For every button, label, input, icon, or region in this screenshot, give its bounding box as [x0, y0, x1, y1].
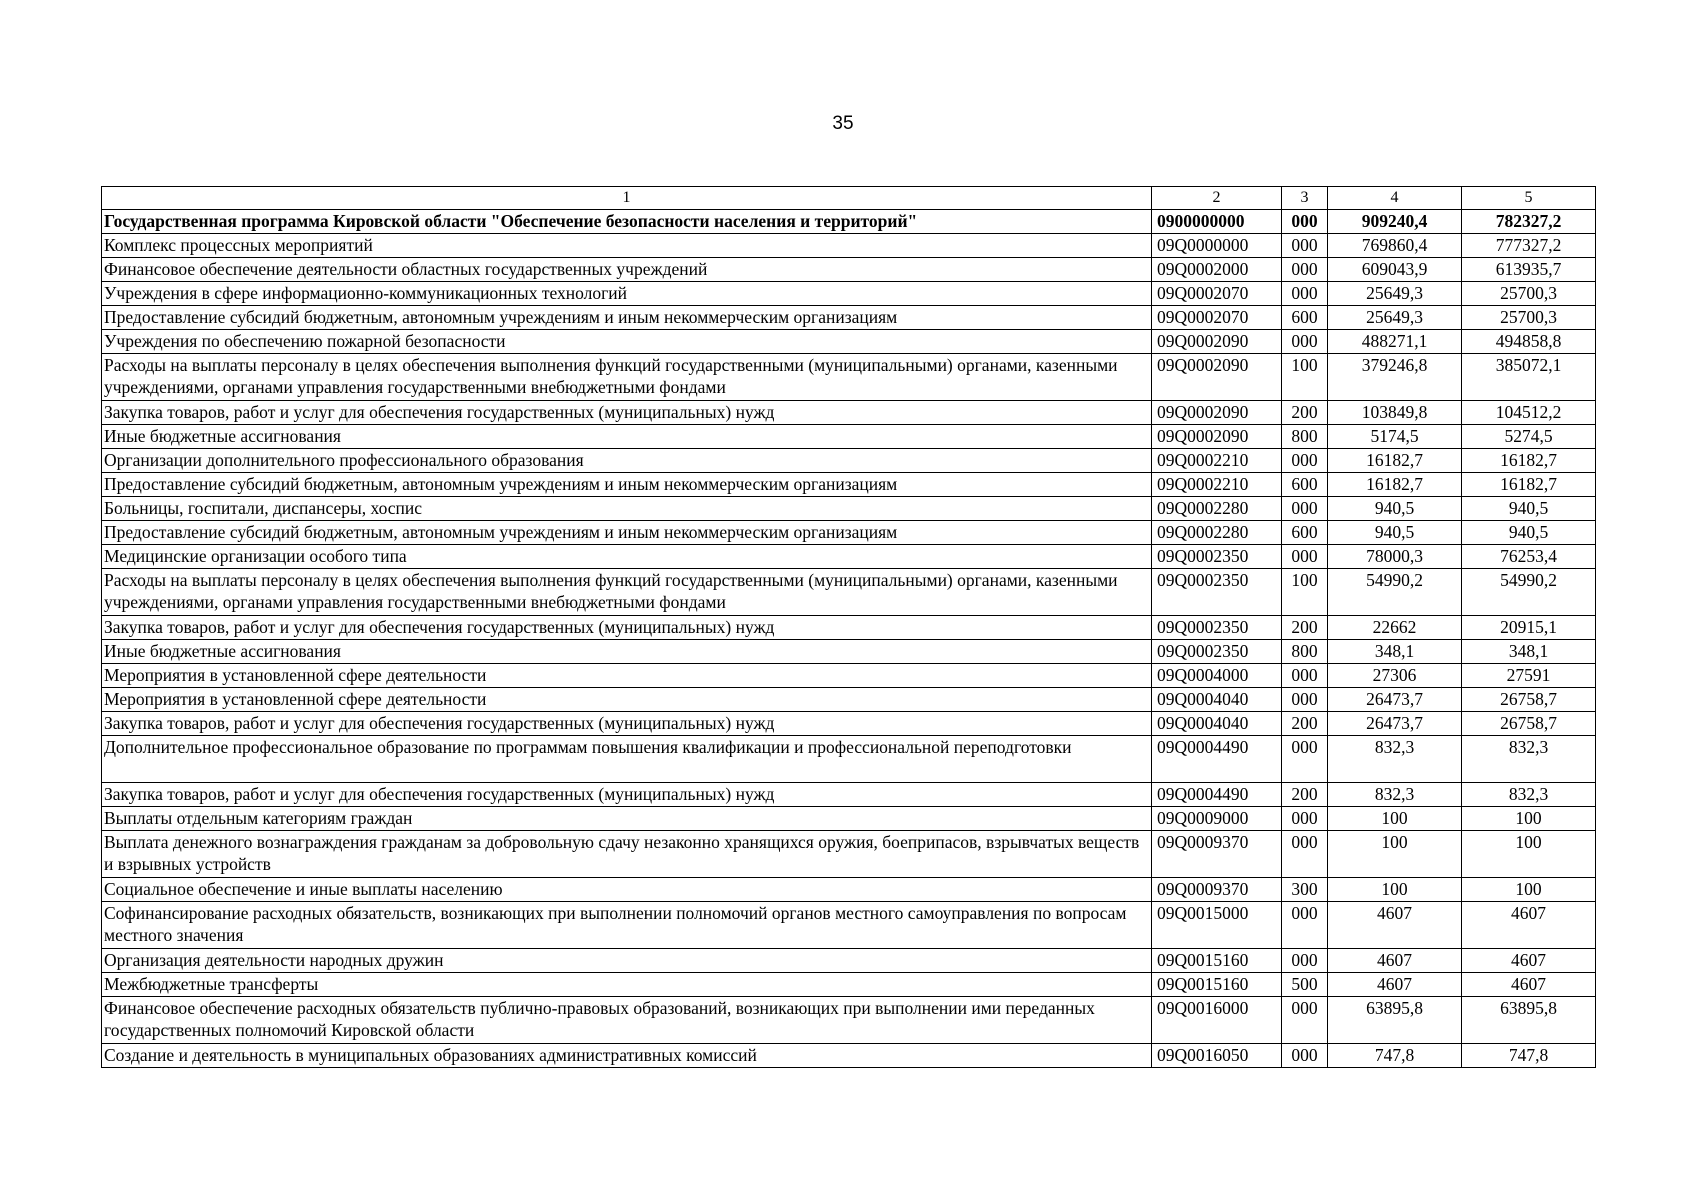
- row-code-cell: 09Q0002210: [1152, 449, 1282, 473]
- table-row: [102, 997, 1596, 1044]
- row-type-cell: 000: [1282, 1044, 1328, 1068]
- row-code-cell: 09Q0002350: [1152, 569, 1282, 616]
- row-code-cell: 09Q0015000: [1152, 902, 1282, 949]
- row-value-col4-cell: 4607: [1328, 949, 1462, 973]
- row-code-cell: 09Q0016000: [1152, 997, 1282, 1044]
- row-code-cell: 09Q0002350: [1152, 616, 1282, 640]
- row-name-cell: Межбюджетные трансферты: [102, 973, 1152, 997]
- row-code-cell: 09Q0002210: [1152, 473, 1282, 497]
- row-code-cell: 09Q0004000: [1152, 664, 1282, 688]
- row-value-col4-cell: 488271,1: [1328, 330, 1462, 354]
- row-value-col5-cell: 100: [1462, 878, 1596, 902]
- table-header-row: [102, 187, 1596, 210]
- row-code-cell: 09Q0002350: [1152, 545, 1282, 569]
- row-code-cell: 09Q0002070: [1152, 306, 1282, 330]
- row-type-cell: 600: [1282, 306, 1328, 330]
- row-value-col4-cell: 348,1: [1328, 640, 1462, 664]
- row-code-cell: 09Q0016050: [1152, 1044, 1282, 1068]
- row-code-cell: 09Q0002280: [1152, 521, 1282, 545]
- row-value-col4-cell: 909240,4: [1328, 210, 1462, 234]
- row-value-col5-cell: 832,3: [1462, 736, 1596, 783]
- table-row: [102, 234, 1596, 258]
- row-type-cell: 000: [1282, 330, 1328, 354]
- row-name-cell: Больницы, госпитали, диспансеры, хоспис: [102, 497, 1152, 521]
- table-row: [102, 973, 1596, 997]
- row-code-cell: 09Q0015160: [1152, 949, 1282, 973]
- row-type-cell: 000: [1282, 545, 1328, 569]
- table-row: [102, 1044, 1596, 1068]
- row-code-cell: 09Q0009370: [1152, 878, 1282, 902]
- row-type-cell: 600: [1282, 473, 1328, 497]
- row-value-col5-cell: 104512,2: [1462, 401, 1596, 425]
- row-type-cell: 800: [1282, 640, 1328, 664]
- table-row: [102, 616, 1596, 640]
- row-value-col5-cell: 25700,3: [1462, 306, 1596, 330]
- row-type-cell: 500: [1282, 973, 1328, 997]
- table-row: [102, 736, 1596, 783]
- row-code-cell: 09Q0009370: [1152, 831, 1282, 878]
- row-value-col4-cell: 63895,8: [1328, 997, 1462, 1044]
- row-type-cell: 200: [1282, 616, 1328, 640]
- row-name-cell: Предоставление субсидий бюджетным, автономным учреждениям и иным некоммерческим организациям: [102, 521, 1152, 545]
- row-value-col5-cell: 4607: [1462, 902, 1596, 949]
- header-cell-2: 2: [1152, 187, 1282, 210]
- row-value-col5-cell: 4607: [1462, 973, 1596, 997]
- row-name-cell: Организации дополнительного профессионального образования: [102, 449, 1152, 473]
- row-value-col4-cell: 78000,3: [1328, 545, 1462, 569]
- row-value-col4-cell: 16182,7: [1328, 449, 1462, 473]
- row-value-col4-cell: 379246,8: [1328, 354, 1462, 401]
- row-type-cell: 000: [1282, 282, 1328, 306]
- row-value-col4-cell: 25649,3: [1328, 306, 1462, 330]
- row-type-cell: 000: [1282, 831, 1328, 878]
- row-code-cell: 09Q0002350: [1152, 640, 1282, 664]
- table-row: [102, 354, 1596, 401]
- row-value-col4-cell: 609043,9: [1328, 258, 1462, 282]
- row-value-col5-cell: 63895,8: [1462, 997, 1596, 1044]
- table-row: [102, 425, 1596, 449]
- row-name-cell: Медицинские организации особого типа: [102, 545, 1152, 569]
- row-type-cell: 000: [1282, 234, 1328, 258]
- row-name-cell: Софинансирование расходных обязательств, возникающих при выполнении полномочий органов местного самоуправления по вопросам местного значения: [102, 902, 1152, 949]
- row-type-cell: 000: [1282, 688, 1328, 712]
- row-value-col5-cell: 613935,7: [1462, 258, 1596, 282]
- row-type-cell: 000: [1282, 449, 1328, 473]
- row-name-cell: Расходы на выплаты персоналу в целях обеспечения выполнения функций государственными (муниципальными) органами, казенными учреждениями, органами управления государственными внебюджетными фондами: [102, 354, 1152, 401]
- row-code-cell: 09Q0002090: [1152, 401, 1282, 425]
- row-type-cell: 000: [1282, 736, 1328, 783]
- row-type-cell: 000: [1282, 210, 1328, 234]
- table-row: [102, 569, 1596, 616]
- row-type-cell: 000: [1282, 258, 1328, 282]
- row-type-cell: 600: [1282, 521, 1328, 545]
- table-row: [102, 282, 1596, 306]
- row-type-cell: 100: [1282, 354, 1328, 401]
- table-row: [102, 831, 1596, 878]
- row-value-col5-cell: 5274,5: [1462, 425, 1596, 449]
- row-type-cell: 000: [1282, 807, 1328, 831]
- row-type-cell: 000: [1282, 497, 1328, 521]
- row-code-cell: 09Q0002090: [1152, 425, 1282, 449]
- table-row: [102, 878, 1596, 902]
- table-row: [102, 330, 1596, 354]
- row-name-cell: Закупка товаров, работ и услуг для обеспечения государственных (муниципальных) нужд: [102, 783, 1152, 807]
- row-value-col4-cell: 54990,2: [1328, 569, 1462, 616]
- row-type-cell: 100: [1282, 569, 1328, 616]
- row-code-cell: 09Q0002070: [1152, 282, 1282, 306]
- row-code-cell: 09Q0004040: [1152, 712, 1282, 736]
- row-type-cell: 000: [1282, 949, 1328, 973]
- row-value-col5-cell: 940,5: [1462, 521, 1596, 545]
- row-name-cell: Закупка товаров, работ и услуг для обеспечения государственных (муниципальных) нужд: [102, 712, 1152, 736]
- row-name-cell: Выплата денежного вознаграждения гражданам за добровольную сдачу незаконно хранящихся оружия, боеприпасов, взрывчатых веществ и взрывных устройств: [102, 831, 1152, 878]
- row-value-col5-cell: 782327,2: [1462, 210, 1596, 234]
- row-value-col4-cell: 769860,4: [1328, 234, 1462, 258]
- row-value-col4-cell: 22662: [1328, 616, 1462, 640]
- header-cell-3: 3: [1282, 187, 1328, 210]
- row-value-col5-cell: 832,3: [1462, 783, 1596, 807]
- row-value-col4-cell: 4607: [1328, 973, 1462, 997]
- table-row: [102, 449, 1596, 473]
- table-row: [102, 640, 1596, 664]
- row-name-cell: Предоставление субсидий бюджетным, автономным учреждениям и иным некоммерческим организациям: [102, 473, 1152, 497]
- row-value-col4-cell: 4607: [1328, 902, 1462, 949]
- row-value-col5-cell: 747,8: [1462, 1044, 1596, 1068]
- row-value-col5-cell: 100: [1462, 831, 1596, 878]
- row-code-cell: 09Q0004490: [1152, 783, 1282, 807]
- row-value-col5-cell: 76253,4: [1462, 545, 1596, 569]
- table-row: [102, 401, 1596, 425]
- row-value-col4-cell: 940,5: [1328, 521, 1462, 545]
- row-value-col5-cell: 4607: [1462, 949, 1596, 973]
- row-name-cell: Мероприятия в установленной сфере деятельности: [102, 688, 1152, 712]
- row-type-cell: 200: [1282, 401, 1328, 425]
- row-value-col4-cell: 16182,7: [1328, 473, 1462, 497]
- table-row: [102, 473, 1596, 497]
- row-value-col4-cell: 832,3: [1328, 783, 1462, 807]
- row-value-col4-cell: 832,3: [1328, 736, 1462, 783]
- row-value-col4-cell: 103849,8: [1328, 401, 1462, 425]
- row-type-cell: 000: [1282, 902, 1328, 949]
- table-body: [102, 187, 1596, 1068]
- row-name-cell: Организация деятельности народных дружин: [102, 949, 1152, 973]
- table-row: [102, 210, 1596, 234]
- page-number: 35: [832, 113, 854, 134]
- row-value-col5-cell: 16182,7: [1462, 473, 1596, 497]
- row-name-cell: Социальное обеспечение и иные выплаты населению: [102, 878, 1152, 902]
- row-value-col5-cell: 26758,7: [1462, 712, 1596, 736]
- row-type-cell: 000: [1282, 664, 1328, 688]
- row-value-col4-cell: 27306: [1328, 664, 1462, 688]
- row-name-cell: Учреждения по обеспечению пожарной безопасности: [102, 330, 1152, 354]
- row-type-cell: 000: [1282, 997, 1328, 1044]
- row-name-cell: Комплекс процессных мероприятий: [102, 234, 1152, 258]
- table-row: [102, 258, 1596, 282]
- header-cell-5: 5: [1462, 187, 1596, 210]
- row-code-cell: 0900000000: [1152, 210, 1282, 234]
- row-name-cell: Закупка товаров, работ и услуг для обеспечения государственных (муниципальных) нужд: [102, 401, 1152, 425]
- row-value-col4-cell: 100: [1328, 878, 1462, 902]
- row-value-col5-cell: 26758,7: [1462, 688, 1596, 712]
- row-value-col5-cell: 777327,2: [1462, 234, 1596, 258]
- row-type-cell: 300: [1282, 878, 1328, 902]
- row-value-col5-cell: 100: [1462, 807, 1596, 831]
- row-code-cell: 09Q0004490: [1152, 736, 1282, 783]
- row-code-cell: 09Q0002090: [1152, 330, 1282, 354]
- row-type-cell: 200: [1282, 783, 1328, 807]
- row-name-cell: Иные бюджетные ассигнования: [102, 425, 1152, 449]
- row-name-cell: Учреждения в сфере информационно-коммуникационных технологий: [102, 282, 1152, 306]
- table-row: [102, 783, 1596, 807]
- table-row: [102, 712, 1596, 736]
- table-row: [102, 949, 1596, 973]
- header-cell-4: 4: [1328, 187, 1462, 210]
- row-code-cell: 09Q0015160: [1152, 973, 1282, 997]
- row-name-cell: Государственная программа Кировской области "Обеспечение безопасности населения и территорий": [102, 210, 1152, 234]
- row-type-cell: 200: [1282, 712, 1328, 736]
- row-code-cell: 09Q0009000: [1152, 807, 1282, 831]
- row-value-col5-cell: 385072,1: [1462, 354, 1596, 401]
- table-row: [102, 807, 1596, 831]
- row-name-cell: Финансовое обеспечение расходных обязательств публично-правовых образований, возникающих при выполнении ими переданных государственных полномочий Кировской области: [102, 997, 1152, 1044]
- row-value-col5-cell: 494858,8: [1462, 330, 1596, 354]
- table-row: [102, 688, 1596, 712]
- table-row: [102, 521, 1596, 545]
- row-code-cell: 09Q0002090: [1152, 354, 1282, 401]
- row-name-cell: Дополнительное профессиональное образование по программам повышения квалификации и профессиональной переподготовки: [102, 736, 1152, 783]
- row-name-cell: Предоставление субсидий бюджетным, автономным учреждениям и иным некоммерческим организациям: [102, 306, 1152, 330]
- row-value-col4-cell: 26473,7: [1328, 688, 1462, 712]
- row-value-col4-cell: 26473,7: [1328, 712, 1462, 736]
- table-row: [102, 497, 1596, 521]
- row-value-col4-cell: 747,8: [1328, 1044, 1462, 1068]
- table-row: [102, 306, 1596, 330]
- row-value-col4-cell: 100: [1328, 807, 1462, 831]
- row-value-col4-cell: 940,5: [1328, 497, 1462, 521]
- row-value-col5-cell: 25700,3: [1462, 282, 1596, 306]
- row-value-col5-cell: 940,5: [1462, 497, 1596, 521]
- table-row: [102, 664, 1596, 688]
- row-name-cell: Мероприятия в установленной сфере деятельности: [102, 664, 1152, 688]
- row-name-cell: Финансовое обеспечение деятельности областных государственных учреждений: [102, 258, 1152, 282]
- row-value-col5-cell: 54990,2: [1462, 569, 1596, 616]
- row-code-cell: 09Q0004040: [1152, 688, 1282, 712]
- table-row: [102, 902, 1596, 949]
- table-row: [102, 545, 1596, 569]
- header-cell-1: 1: [102, 187, 1152, 210]
- row-value-col5-cell: 16182,7: [1462, 449, 1596, 473]
- row-name-cell: Расходы на выплаты персоналу в целях обеспечения выполнения функций государственными (муниципальными) органами, казенными учреждениями, органами управления государственными внебюджетными фондами: [102, 569, 1152, 616]
- row-code-cell: 09Q0002280: [1152, 497, 1282, 521]
- row-name-cell: Иные бюджетные ассигнования: [102, 640, 1152, 664]
- row-type-cell: 800: [1282, 425, 1328, 449]
- row-code-cell: 09Q0000000: [1152, 234, 1282, 258]
- row-value-col4-cell: 25649,3: [1328, 282, 1462, 306]
- row-value-col4-cell: 5174,5: [1328, 425, 1462, 449]
- row-value-col5-cell: 20915,1: [1462, 616, 1596, 640]
- row-name-cell: Закупка товаров, работ и услуг для обеспечения государственных (муниципальных) нужд: [102, 616, 1152, 640]
- row-code-cell: 09Q0002000: [1152, 258, 1282, 282]
- row-name-cell: Выплаты отдельным категориям граждан: [102, 807, 1152, 831]
- row-value-col5-cell: 348,1: [1462, 640, 1596, 664]
- row-value-col4-cell: 100: [1328, 831, 1462, 878]
- budget-table: [101, 186, 1596, 1068]
- row-value-col5-cell: 27591: [1462, 664, 1596, 688]
- row-name-cell: Создание и деятельность в муниципальных образованиях административных комиссий: [102, 1044, 1152, 1068]
